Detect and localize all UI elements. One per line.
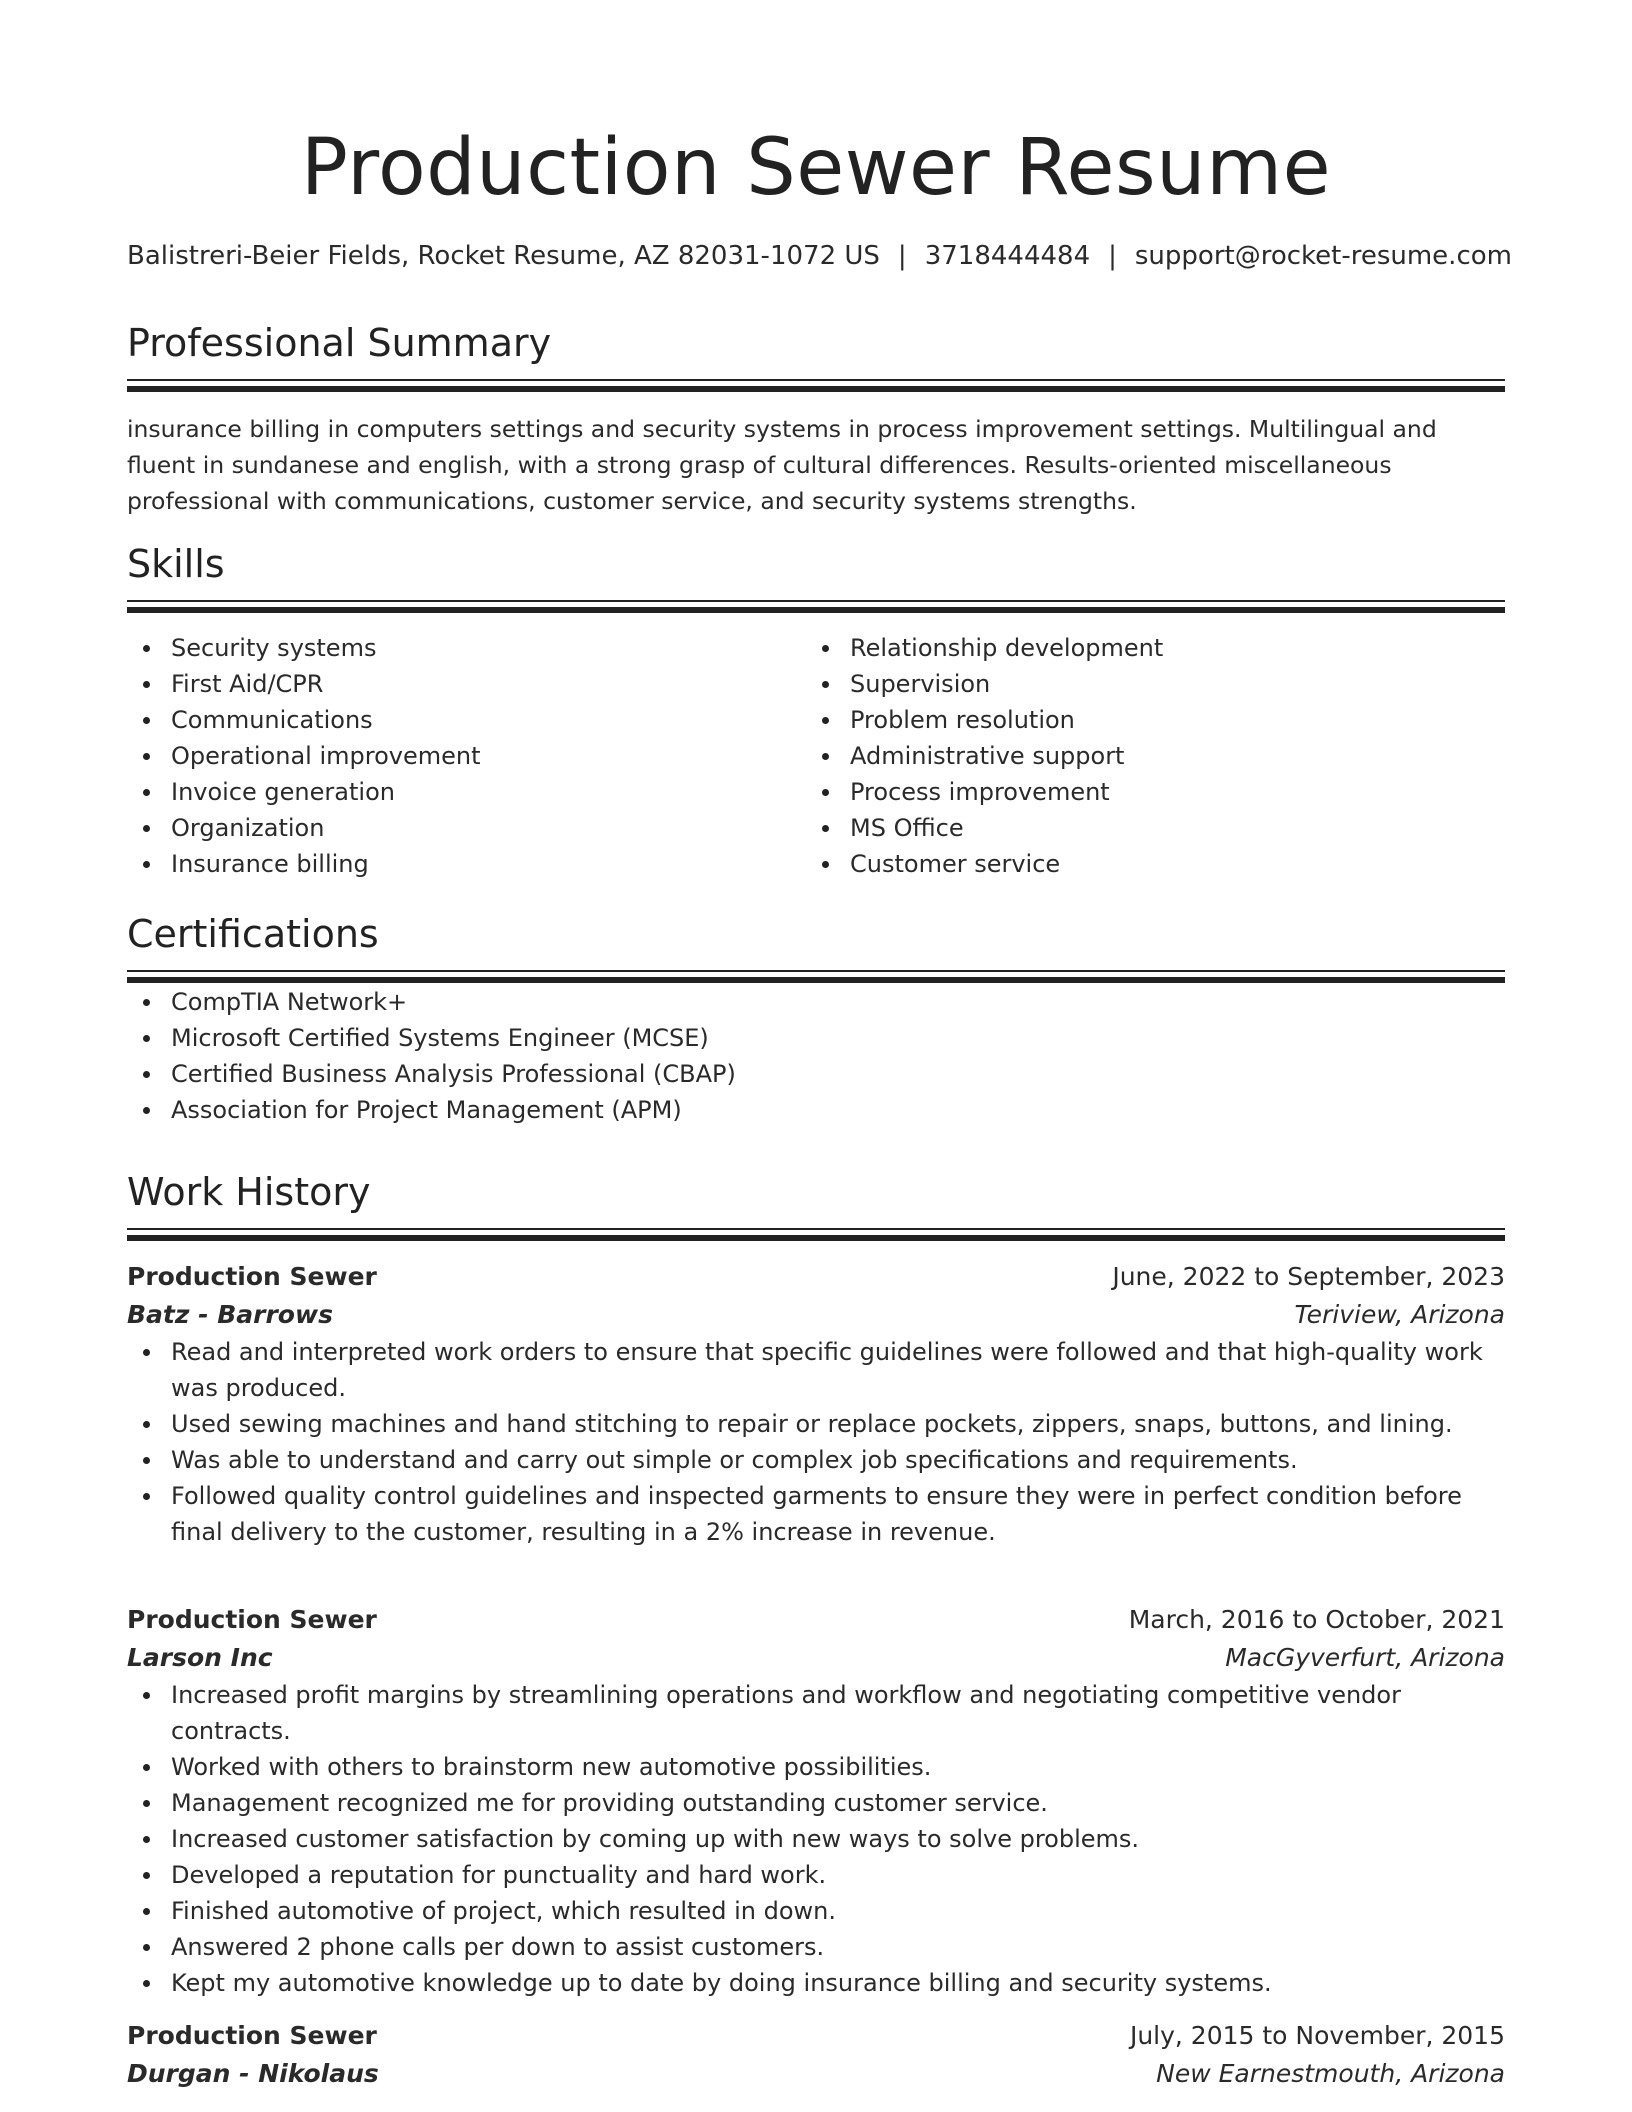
job-location: MacGyverfurt, Arizona bbox=[1225, 1643, 1505, 1672]
job-company: Larson Inc bbox=[127, 1643, 273, 1672]
list-item: Communications bbox=[127, 702, 806, 738]
list-item: Insurance billing bbox=[127, 846, 806, 882]
list-item: First Aid/CPR bbox=[127, 666, 806, 702]
job-entry bbox=[127, 1601, 1505, 2001]
job-bullet-list bbox=[127, 1334, 1505, 1550]
job-dates: March, 2016 to October, 2021 bbox=[1128, 1605, 1505, 1634]
skills-column-left bbox=[127, 630, 806, 882]
list-item: CompTIA Network+ bbox=[127, 984, 1505, 1020]
list-item: Problem resolution bbox=[806, 702, 1485, 738]
job-dates: June, 2022 to September, 2023 bbox=[1112, 1262, 1505, 1291]
list-item: Worked with others to brainstorm new automotive possibilities. bbox=[127, 1749, 1505, 1785]
list-item: Association for Project Management (APM) bbox=[127, 1092, 1505, 1128]
section-heading-certifications: Certifications bbox=[127, 912, 379, 956]
resume-title: Production Sewer Resume bbox=[300, 123, 1332, 213]
list-item: Increased customer satisfaction by coming up with new ways to solve problems. bbox=[127, 1821, 1505, 1857]
list-item: Read and interpreted work orders to ensure that specific guidelines were followed and that high-quality work was produced. bbox=[127, 1334, 1505, 1406]
list-item: Organization bbox=[127, 810, 806, 846]
list-item: Security systems bbox=[127, 630, 806, 666]
skills-columns bbox=[127, 630, 1505, 882]
skills-list-left bbox=[127, 630, 806, 882]
list-item: Customer service bbox=[806, 846, 1485, 882]
list-item: Increased profit margins by streamlining operations and workflow and negotiating competitive vendor contracts. bbox=[127, 1677, 1505, 1749]
section-summary bbox=[127, 318, 1505, 519]
list-item: Was able to understand and carry out simple or complex job specifications and requirements. bbox=[127, 1442, 1505, 1478]
section-divider bbox=[127, 970, 1505, 984]
list-item: Certified Business Analysis Professional (CBAP) bbox=[127, 1056, 1505, 1092]
section-skills bbox=[127, 539, 1505, 882]
list-item: Finished automotive of project, which resulted in down. bbox=[127, 1893, 1505, 1929]
job-entry bbox=[127, 1258, 1505, 1550]
job-title: Production Sewer bbox=[127, 2021, 377, 2050]
list-item: Used sewing machines and hand stitching to repair or replace pockets, zippers, snaps, buttons, and lining. bbox=[127, 1406, 1505, 1442]
list-item: Developed a reputation for punctuality and hard work. bbox=[127, 1857, 1505, 1893]
list-item: Process improvement bbox=[806, 774, 1485, 810]
job-title: Production Sewer bbox=[127, 1605, 377, 1634]
section-heading-summary: Professional Summary bbox=[127, 321, 552, 365]
job-company: Batz - Barrows bbox=[127, 1300, 333, 1329]
job-company: Durgan - Nikolaus bbox=[127, 2059, 379, 2088]
summary-text: insurance billing in computers settings and security systems in process improvement settings. Multilingual and fluent in sundanese and english, with a strong grasp of cultural differences. Results-oriented miscellaneous professional with communications, customer service, and security systems strengths. bbox=[127, 415, 1437, 515]
section-divider bbox=[127, 600, 1505, 614]
skills-column-right bbox=[806, 630, 1485, 882]
job-dates: July, 2015 to November, 2015 bbox=[1129, 2021, 1505, 2050]
list-item: MS Office bbox=[806, 810, 1485, 846]
job-bullet-list bbox=[127, 1677, 1505, 2001]
list-item: Relationship development bbox=[806, 630, 1485, 666]
list-item: Microsoft Certified Systems Engineer (MCSE) bbox=[127, 1020, 1505, 1056]
contact-address: Balistreri-Beier Fields, Rocket Resume, AZ 82031-1072 US bbox=[127, 241, 880, 271]
list-item: Followed quality control guidelines and inspected garments to ensure they were in perfect condition before final delivery to the customer, resulting in a 2% increase in revenue. bbox=[127, 1478, 1505, 1550]
job-location: New Earnestmouth, Arizona bbox=[1156, 2059, 1505, 2088]
list-item: Operational improvement bbox=[127, 738, 806, 774]
list-item: Administrative support bbox=[806, 738, 1485, 774]
contact-phone: 3718444484 bbox=[924, 241, 1091, 271]
skills-list-right bbox=[806, 630, 1485, 882]
job-entry bbox=[127, 2017, 1505, 2093]
section-divider bbox=[127, 1228, 1505, 1242]
job-location: Teriview, Arizona bbox=[1294, 1300, 1505, 1329]
section-heading-work-history: Work History bbox=[127, 1170, 371, 1214]
contact-separator: | bbox=[897, 241, 907, 271]
contact-separator: | bbox=[1108, 241, 1117, 271]
section-heading-skills: Skills bbox=[127, 542, 225, 586]
list-item: Management recognized me for providing outstanding customer service. bbox=[127, 1785, 1505, 1821]
section-divider bbox=[127, 379, 1505, 393]
job-title: Production Sewer bbox=[127, 1262, 377, 1291]
list-item: Kept my automotive knowledge up to date by doing insurance billing and security systems. bbox=[127, 1965, 1505, 2001]
list-item: Answered 2 phone calls per down to assist customers. bbox=[127, 1929, 1505, 1965]
section-work-history bbox=[127, 1167, 1505, 1242]
contact-email[interactable]: support@rocket-resume.com bbox=[1134, 241, 1512, 271]
section-certifications bbox=[127, 909, 1505, 1128]
contact-line bbox=[127, 236, 1512, 276]
list-item: Supervision bbox=[806, 666, 1485, 702]
list-item: Invoice generation bbox=[127, 774, 806, 810]
certifications-list bbox=[127, 984, 1505, 1128]
